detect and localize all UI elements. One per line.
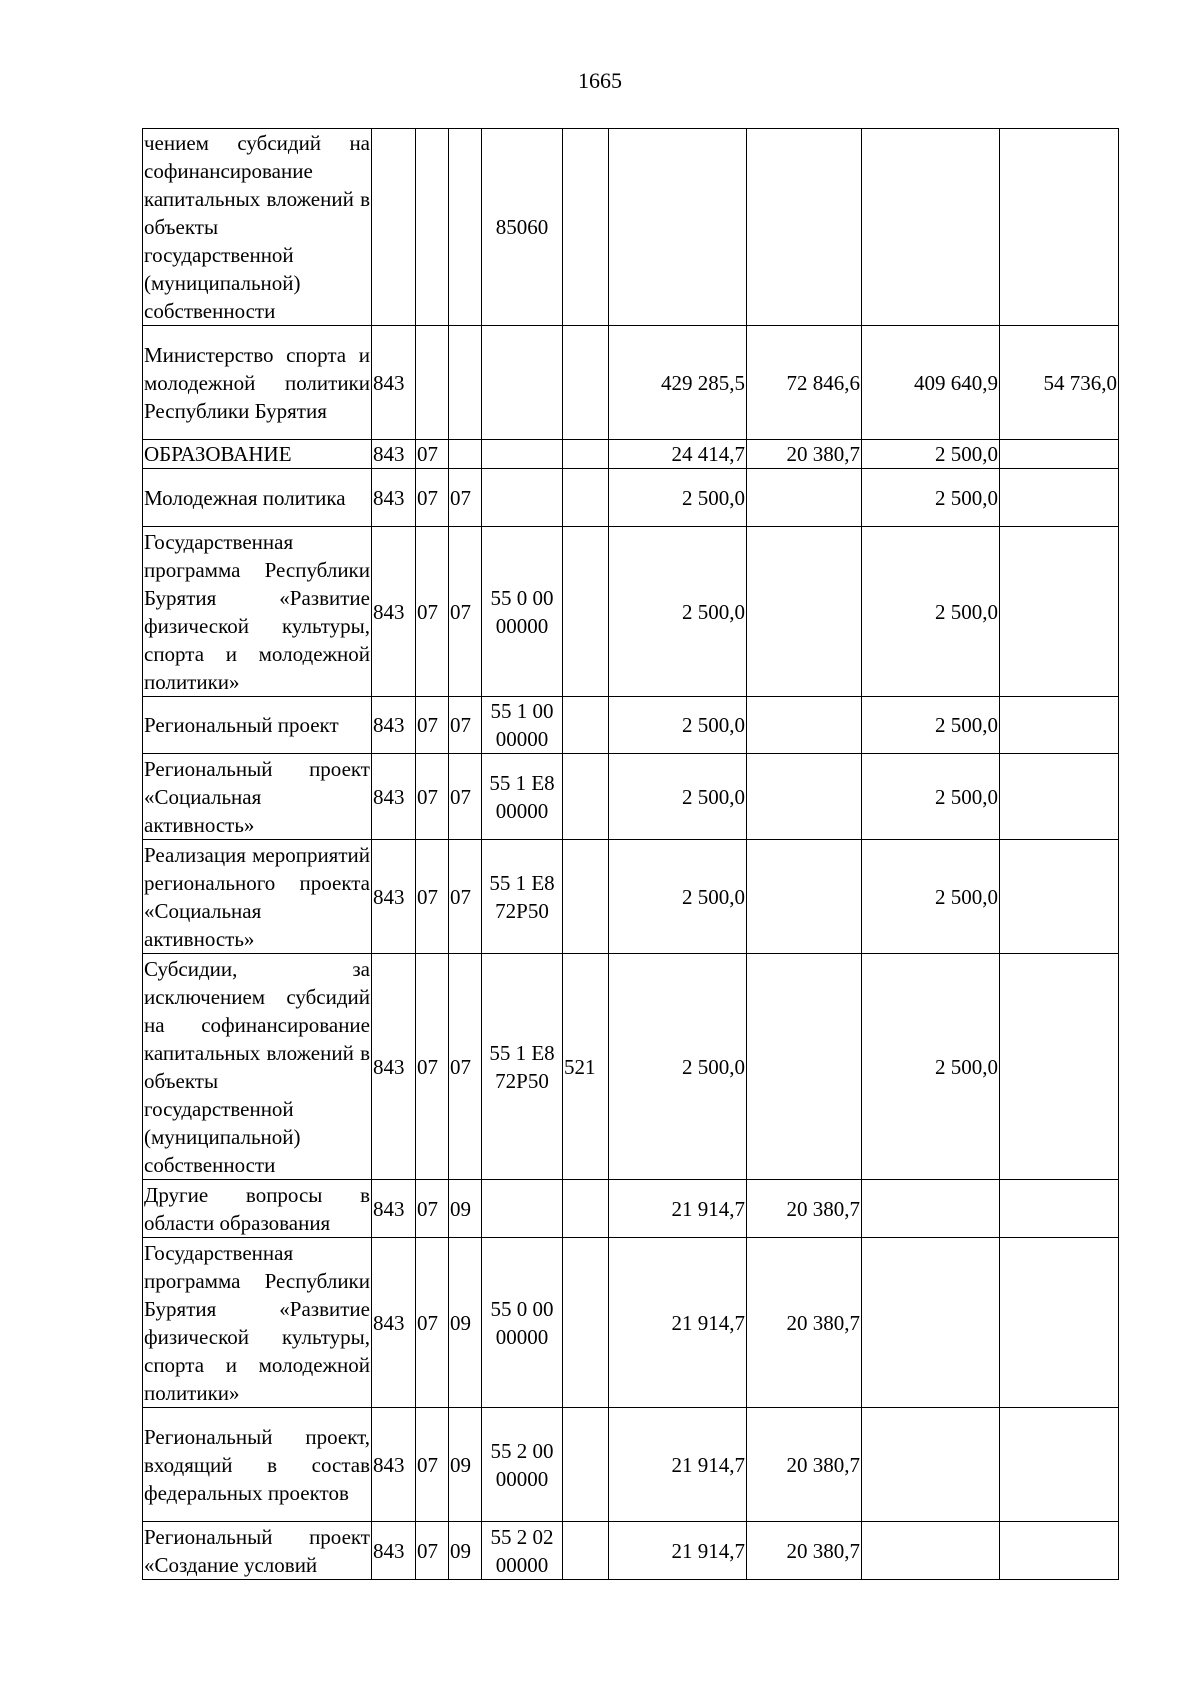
- table-row: [143, 1408, 1119, 1522]
- table-row: [143, 1238, 1119, 1408]
- value-1-cell: 2 500,0: [609, 754, 747, 840]
- row-name: Государственная программа Республики Бурятия «Развитие физической культуры, спорта и молодежной политики»: [143, 527, 372, 697]
- value-3-cell: [862, 1522, 1000, 1580]
- csr-cell: [482, 469, 563, 527]
- ved-cell: 843: [372, 1522, 416, 1580]
- value-1-cell: 21 914,7: [609, 1180, 747, 1238]
- csr-cell: [482, 326, 563, 440]
- value-1-cell: 2 500,0: [609, 469, 747, 527]
- value-2-cell: 20 380,7: [747, 1408, 862, 1522]
- rz-cell: 07: [416, 1238, 449, 1408]
- ved-cell: 843: [372, 440, 416, 469]
- pr-cell: [449, 129, 482, 326]
- pr-cell: 09: [449, 1522, 482, 1580]
- csr-cell: 55 1 E8 72P50: [482, 840, 563, 954]
- value-4-cell: 54 736,0: [1000, 326, 1119, 440]
- value-3-cell: [862, 129, 1000, 326]
- pr-cell: 07: [449, 754, 482, 840]
- value-2-cell: [747, 954, 862, 1180]
- value-3-cell: 2 500,0: [862, 527, 1000, 697]
- page-number: 1665: [578, 68, 622, 93]
- row-name: Региональный проект: [143, 697, 372, 754]
- rz-cell: 07: [416, 840, 449, 954]
- budget-table: [142, 128, 1119, 1580]
- row-name: Региональный проект, входящий в состав федеральных проектов: [143, 1408, 372, 1522]
- value-4-cell: [1000, 440, 1119, 469]
- pr-cell: 07: [449, 840, 482, 954]
- value-4-cell: [1000, 527, 1119, 697]
- value-3-cell: 2 500,0: [862, 440, 1000, 469]
- table-row: [143, 527, 1119, 697]
- value-2-cell: [747, 527, 862, 697]
- value-4-cell: [1000, 1522, 1119, 1580]
- value-2-cell: [747, 469, 862, 527]
- csr-cell: [482, 440, 563, 469]
- table-row: [143, 697, 1119, 754]
- value-1-cell: 21 914,7: [609, 1522, 747, 1580]
- csr-cell: 55 0 00 00000: [482, 1238, 563, 1408]
- row-name: Реализация мероприятий регионального проекта «Социальная активность»: [143, 840, 372, 954]
- vr-cell: [563, 440, 609, 469]
- value-1-cell: 2 500,0: [609, 527, 747, 697]
- value-4-cell: [1000, 1408, 1119, 1522]
- pr-cell: 09: [449, 1408, 482, 1522]
- vr-cell: [563, 469, 609, 527]
- value-3-cell: 2 500,0: [862, 840, 1000, 954]
- pr-cell: 09: [449, 1238, 482, 1408]
- pr-cell: 07: [449, 527, 482, 697]
- row-name: Молодежная политика: [143, 469, 372, 527]
- vr-cell: [563, 754, 609, 840]
- value-2-cell: 72 846,6: [747, 326, 862, 440]
- value-2-cell: [747, 697, 862, 754]
- row-name: ОБРАЗОВАНИЕ: [143, 440, 372, 469]
- vr-cell: [563, 1408, 609, 1522]
- table-row: [143, 326, 1119, 440]
- vr-cell: [563, 697, 609, 754]
- row-name: Субсидии, за исключением субсидий на софинансирование капитальных вложений в объекты государственной (муниципальной) собственности: [143, 954, 372, 1180]
- vr-cell: [563, 1180, 609, 1238]
- value-1-cell: 429 285,5: [609, 326, 747, 440]
- ved-cell: 843: [372, 697, 416, 754]
- value-3-cell: [862, 1408, 1000, 1522]
- row-name: Государственная программа Республики Бурятия «Развитие физической культуры, спорта и молодежной политики»: [143, 1238, 372, 1408]
- value-4-cell: [1000, 697, 1119, 754]
- value-2-cell: [747, 840, 862, 954]
- value-2-cell: [747, 754, 862, 840]
- value-3-cell: 2 500,0: [862, 469, 1000, 527]
- ved-cell: 843: [372, 1408, 416, 1522]
- rz-cell: 07: [416, 469, 449, 527]
- table-row: [143, 1522, 1119, 1580]
- value-1-cell: [609, 129, 747, 326]
- table-row: [143, 754, 1119, 840]
- value-4-cell: [1000, 954, 1119, 1180]
- rz-cell: 07: [416, 954, 449, 1180]
- value-3-cell: [862, 1238, 1000, 1408]
- pr-cell: [449, 440, 482, 469]
- table-row: [143, 954, 1119, 1180]
- value-4-cell: [1000, 840, 1119, 954]
- value-1-cell: 24 414,7: [609, 440, 747, 469]
- pr-cell: [449, 326, 482, 440]
- vr-cell: [563, 840, 609, 954]
- ved-cell: 843: [372, 527, 416, 697]
- vr-cell: [563, 1238, 609, 1408]
- rz-cell: 07: [416, 440, 449, 469]
- row-name: Министерство спорта и молодежной политики Республики Бурятия: [143, 326, 372, 440]
- vr-cell: 521: [563, 954, 609, 1180]
- table-row: [143, 469, 1119, 527]
- csr-cell: 85060: [482, 129, 563, 326]
- rz-cell: 07: [416, 697, 449, 754]
- value-1-cell: 21 914,7: [609, 1408, 747, 1522]
- value-2-cell: 20 380,7: [747, 1180, 862, 1238]
- value-1-cell: 2 500,0: [609, 697, 747, 754]
- value-3-cell: 2 500,0: [862, 954, 1000, 1180]
- csr-cell: 55 1 00 00000: [482, 697, 563, 754]
- vr-cell: [563, 1522, 609, 1580]
- pr-cell: 07: [449, 697, 482, 754]
- ved-cell: 843: [372, 754, 416, 840]
- value-3-cell: 409 640,9: [862, 326, 1000, 440]
- value-2-cell: 20 380,7: [747, 1522, 862, 1580]
- csr-cell: [482, 1180, 563, 1238]
- csr-cell: 55 2 00 00000: [482, 1408, 563, 1522]
- rz-cell: 07: [416, 1180, 449, 1238]
- rz-cell: [416, 129, 449, 326]
- row-name: Другие вопросы в области образования: [143, 1180, 372, 1238]
- row-name: Региональный проект «Создание условий: [143, 1522, 372, 1580]
- csr-cell: 55 1 E8 00000: [482, 754, 563, 840]
- value-4-cell: [1000, 1238, 1119, 1408]
- rz-cell: [416, 326, 449, 440]
- value-3-cell: [862, 1180, 1000, 1238]
- value-1-cell: 2 500,0: [609, 840, 747, 954]
- csr-cell: 55 2 02 00000: [482, 1522, 563, 1580]
- value-4-cell: [1000, 129, 1119, 326]
- row-name: чением субсидий на софинансирование капитальных вложений в объекты государственной (муниципальной) собственности: [143, 129, 372, 326]
- ved-cell: [372, 129, 416, 326]
- ved-cell: 843: [372, 326, 416, 440]
- ved-cell: 843: [372, 469, 416, 527]
- csr-cell: 55 1 E8 72P50: [482, 954, 563, 1180]
- value-3-cell: 2 500,0: [862, 754, 1000, 840]
- value-4-cell: [1000, 1180, 1119, 1238]
- table-row: [143, 129, 1119, 326]
- csr-cell: 55 0 00 00000: [482, 527, 563, 697]
- pr-cell: 07: [449, 954, 482, 1180]
- value-3-cell: 2 500,0: [862, 697, 1000, 754]
- vr-cell: [563, 129, 609, 326]
- row-name: Региональный проект «Социальная активность»: [143, 754, 372, 840]
- value-2-cell: 20 380,7: [747, 1238, 862, 1408]
- table-row: [143, 1180, 1119, 1238]
- ved-cell: 843: [372, 1180, 416, 1238]
- value-4-cell: [1000, 469, 1119, 527]
- pr-cell: 09: [449, 1180, 482, 1238]
- rz-cell: 07: [416, 1522, 449, 1580]
- value-4-cell: [1000, 754, 1119, 840]
- table-body: [143, 129, 1119, 1580]
- vr-cell: [563, 326, 609, 440]
- rz-cell: 07: [416, 527, 449, 697]
- ved-cell: 843: [372, 840, 416, 954]
- table-row: [143, 440, 1119, 469]
- vr-cell: [563, 527, 609, 697]
- value-2-cell: [747, 129, 862, 326]
- ved-cell: 843: [372, 1238, 416, 1408]
- table-row: [143, 840, 1119, 954]
- rz-cell: 07: [416, 1408, 449, 1522]
- ved-cell: 843: [372, 954, 416, 1180]
- value-1-cell: 2 500,0: [609, 954, 747, 1180]
- value-2-cell: 20 380,7: [747, 440, 862, 469]
- pr-cell: 07: [449, 469, 482, 527]
- rz-cell: 07: [416, 754, 449, 840]
- value-1-cell: 21 914,7: [609, 1238, 747, 1408]
